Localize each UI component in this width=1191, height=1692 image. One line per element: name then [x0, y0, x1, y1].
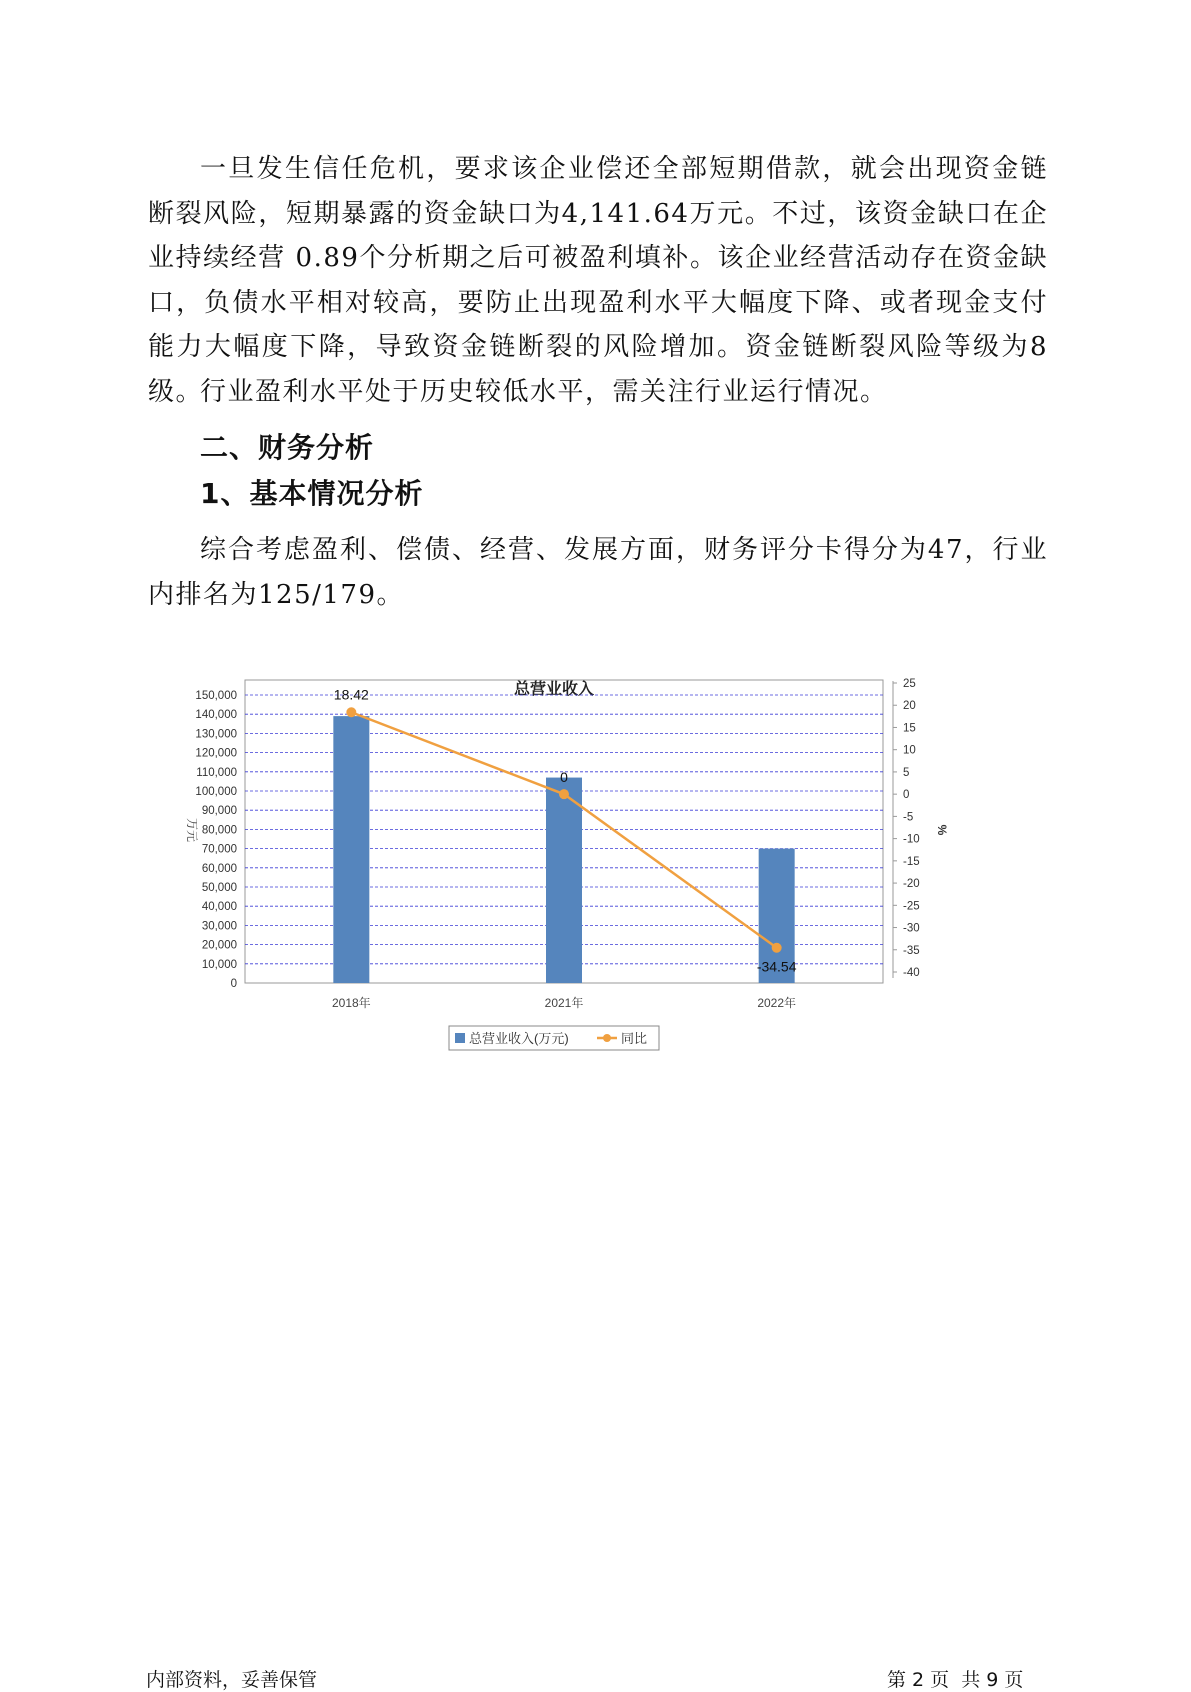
revenue-bar [546, 778, 582, 983]
footer-page-number: 第 2 页 共 9 页 [887, 1669, 1024, 1691]
revenue-bar [333, 716, 369, 983]
y2-tick-label: 15 [903, 722, 916, 735]
chart-title: 总营业收入 [513, 681, 595, 698]
x-tick-label: 2018年 [331, 996, 371, 1010]
y2-tick-label: -10 [903, 833, 920, 846]
legend-line-label: 同比 [621, 1031, 648, 1046]
y-tick-label: 100,000 [195, 786, 237, 798]
yoy-point [346, 707, 356, 717]
yoy-point [772, 943, 782, 953]
x-tick-label: 2022年 [757, 996, 797, 1010]
y-tick-label: 40,000 [201, 901, 237, 914]
y2-tick-label: -30 [903, 922, 920, 935]
y-axis-title: 万元 [185, 817, 199, 843]
legend-bar-label: 总营业收入(万元) [469, 1031, 569, 1046]
y-tick-label: 60,000 [201, 862, 237, 875]
y2-tick-label: -15 [903, 855, 920, 868]
y2-tick-label: 5 [903, 766, 910, 779]
y2-tick-label: -5 [903, 811, 914, 824]
y-tick-label: 150,000 [195, 690, 237, 702]
y2-axis-title: % [935, 824, 949, 836]
y-tick-label: 0 [230, 978, 237, 990]
y2-tick-label: -25 [903, 900, 920, 913]
paragraph-funding-gap: 一旦发生信任危机，要求该企业偿还全部短期借款，就会出现资金链断裂风险，短期暴露的资金缺口为4,141.64万元。不过，该资金缺口在企业持续经营 0.89个分析期之后可被盈利填补。该企业经营活动存在资金缺口，负债水平相对较高，要防止出现盈利水平大幅度下降、或者现金支付能力大幅度下降，导致资金链断裂的风险增加。资金链断裂风险等级为8级。 [148, 154, 1048, 407]
y2-tick-label: -35 [903, 944, 920, 957]
y-tick-label: 140,000 [195, 709, 237, 722]
y-tick-label: 50,000 [201, 882, 237, 894]
y-tick-label: 110,000 [196, 766, 237, 779]
yoy-point [559, 789, 569, 799]
chart-legend [449, 1026, 659, 1050]
legend-bar-swatch [455, 1033, 465, 1043]
section-heading-financial-analysis: 二、财务分析 [200, 431, 375, 464]
y-tick-label: 130,000 [195, 728, 237, 741]
yoy-data-label: 0 [560, 769, 568, 786]
y-tick-label: 30,000 [201, 920, 237, 933]
y-tick-label: 10,000 [201, 958, 237, 971]
footer-confidential: 内部资料，妥善保管 [146, 1669, 318, 1691]
paragraph-industry-profit: 行业盈利水平处于历史较低水平，需关注行业运行情况。 [200, 377, 888, 407]
y2-tick-label: 0 [903, 789, 910, 802]
y-tick-label: 80,000 [201, 824, 237, 837]
y-tick-label: 70,000 [201, 843, 237, 856]
x-tick-label: 2021年 [544, 996, 584, 1010]
legend-line-marker [603, 1034, 611, 1042]
y2-tick-label: 10 [903, 744, 916, 757]
paragraph-score-summary: 综合考虑盈利、偿债、经营、发展方面，财务评分卡得分为47，行业内排名为125/179。 [148, 535, 1048, 610]
y-tick-label: 120,000 [195, 747, 237, 760]
y-tick-label: 20,000 [201, 939, 237, 952]
yoy-data-label: 18.42 [333, 686, 369, 703]
y2-tick-label: 20 [903, 700, 916, 713]
subsection-heading-basic-analysis: 1、基本情况分析 [200, 477, 424, 510]
y2-tick-label: -40 [903, 967, 920, 979]
y2-tick-label: 25 [903, 678, 916, 690]
y-tick-label: 90,000 [201, 805, 237, 818]
yoy-data-label: -34.54 [756, 958, 797, 975]
y2-tick-label: -20 [903, 878, 920, 891]
revenue-chart-svg [180, 678, 980, 1148]
revenue-chart [180, 678, 980, 1148]
